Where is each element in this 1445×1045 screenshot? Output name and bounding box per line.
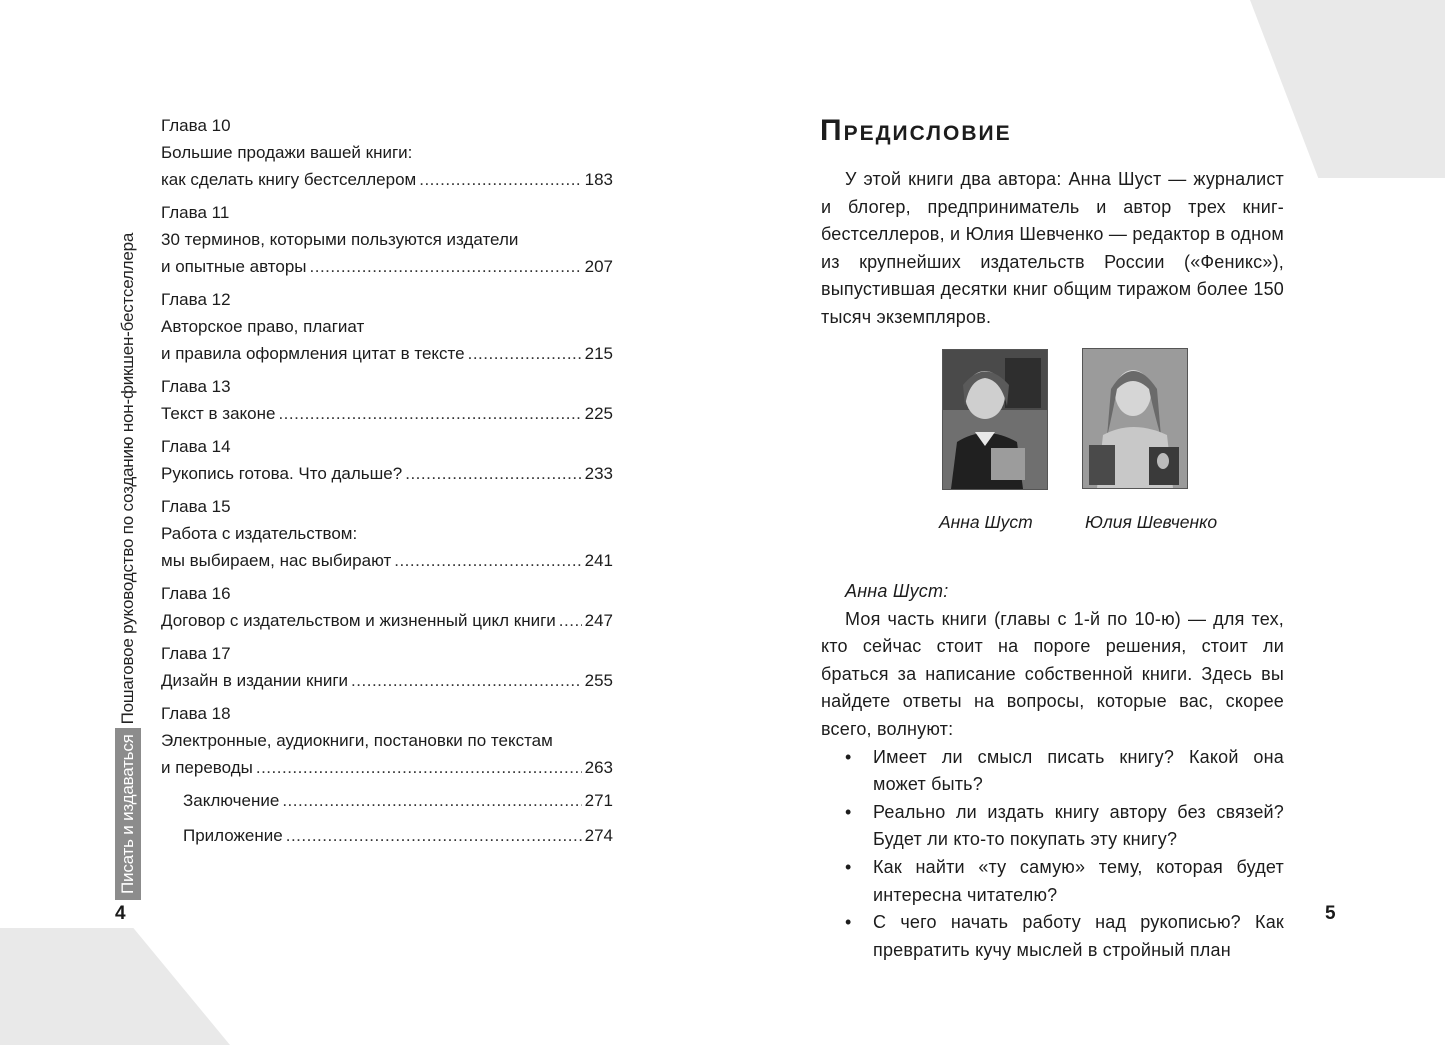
toc-chapter: Глава 10	[161, 116, 231, 135]
toc-title-last: Текст в законе	[161, 404, 276, 423]
toc-chapter: Глава 15	[161, 497, 231, 516]
toc-title-last: Дизайн в издании книги	[161, 671, 349, 690]
toc-entry	[161, 286, 613, 367]
toc-chapter: Глава 13	[161, 377, 231, 396]
toc-entry	[161, 433, 613, 487]
preface-title: Предисловие	[820, 114, 1012, 147]
list-item: • С чего начать работу над рукописью? Как превратить кучу мыслей в стройный план	[821, 909, 1284, 964]
toc-title-last: мы выбираем, нас выбирают	[161, 551, 392, 570]
page-number-left: 4	[115, 903, 126, 924]
list-item: • Реально ли издать книгу автору без связей? Будет ли кто-то покупать эту книгу?	[821, 799, 1284, 854]
toc-page: 271	[584, 791, 613, 810]
toc-page: 255	[584, 671, 613, 690]
toc-page: 274	[584, 826, 613, 845]
toc-title-last: и правила оформления цитат в тексте	[161, 344, 465, 363]
intro-paragraph: У этой книги два автора: Анна Шуст — журналист и блогер, предприниматель и автор трех книг-бестселлеров, и Юлия Шевченко — редактор в одном из крупнейших издательств России («Феникс»), выпустившая десятки книг общим тиражом более 150 тысяч экземпляров.	[821, 169, 1284, 327]
toc-title-line: Электронные, аудиокниги, постановки по текстам	[161, 731, 553, 750]
toc-chapter: Глава 18	[161, 704, 231, 723]
list-item: • Как найти «ту самую» тему, которая будет интересна читателю?	[821, 854, 1284, 909]
toc-entry	[161, 112, 613, 193]
author-photo-anna	[942, 349, 1048, 490]
toc-chapter: Глава 17	[161, 644, 231, 663]
table-of-contents	[161, 112, 613, 857]
preface-intro	[821, 166, 1284, 332]
toc-title-line: Работа с издательством:	[161, 524, 358, 543]
toc-page: 247	[584, 611, 613, 630]
decorative-corner-bottom-left	[0, 928, 230, 1045]
toc-entry	[161, 493, 613, 574]
toc-extra-title: Приложение	[183, 826, 283, 845]
toc-title-last: и опытные авторы	[161, 257, 307, 276]
caption-anna: Анна Шуст	[939, 512, 1033, 532]
toc-page: 183	[584, 170, 613, 189]
list-item: • Имеет ли смысл писать книгу? Какой она может быть?	[821, 744, 1284, 799]
toc-chapter: Глава 12	[161, 290, 231, 309]
toc-appendix	[183, 822, 613, 849]
preface-part-anna	[821, 578, 1284, 964]
running-title	[113, 232, 143, 900]
toc-title-last: Рукопись готова. Что дальше?	[161, 464, 403, 483]
book-title: Писать и издаваться	[115, 728, 141, 900]
toc-entry	[161, 580, 613, 634]
toc-page: 207	[584, 257, 613, 276]
toc-entry	[161, 640, 613, 694]
toc-title-last: Договор с издательством и жизненный цикл книги	[161, 611, 556, 630]
toc-title-line: Авторское право, плагиат	[161, 317, 365, 336]
toc-chapter: Глава 11	[161, 203, 230, 222]
body-paragraph: Моя часть книги (главы с 1-й по 10-ю) — для тех, кто сейчас стоит на пороге решения, стоит ли браться за написание собственной книги. Здесь вы найдете ответы на вопросы, которые вас, скорее всего, волнуют:	[821, 608, 1284, 739]
caption-yulia: Юлия Шевченко	[1085, 512, 1218, 532]
portrait-image	[1083, 349, 1187, 488]
question-list	[821, 744, 1284, 965]
toc-title-last: как сделать книгу бестселлером	[161, 170, 417, 189]
toc-entry	[161, 199, 613, 280]
toc-page: 263	[584, 758, 613, 777]
toc-title-line: Большие продажи вашей книги:	[161, 143, 413, 162]
toc-conclusion	[183, 787, 613, 814]
toc-title-last: и переводы	[161, 758, 253, 777]
author-label: Анна Шуст:	[845, 581, 949, 601]
page-number-right: 5	[1325, 903, 1336, 924]
decorative-corner-top-right	[1250, 0, 1445, 178]
author-photo-yulia	[1082, 348, 1188, 489]
toc-chapter: Глава 14	[161, 437, 231, 456]
book-subtitle: Пошаговое руководство по созданию нон-фикшен-бестселлера	[118, 232, 137, 725]
toc-page: 233	[584, 464, 613, 483]
toc-entry	[161, 373, 613, 427]
toc-extra-title: Заключение	[183, 791, 280, 810]
toc-entry	[161, 700, 613, 781]
toc-page: 241	[584, 551, 613, 570]
toc-title-line: 30 терминов, которыми пользуются издатели	[161, 230, 519, 249]
toc-chapter: Глава 16	[161, 584, 231, 603]
toc-page: 225	[584, 404, 613, 423]
toc-page: 215	[584, 344, 613, 363]
portrait-image	[943, 350, 1047, 489]
